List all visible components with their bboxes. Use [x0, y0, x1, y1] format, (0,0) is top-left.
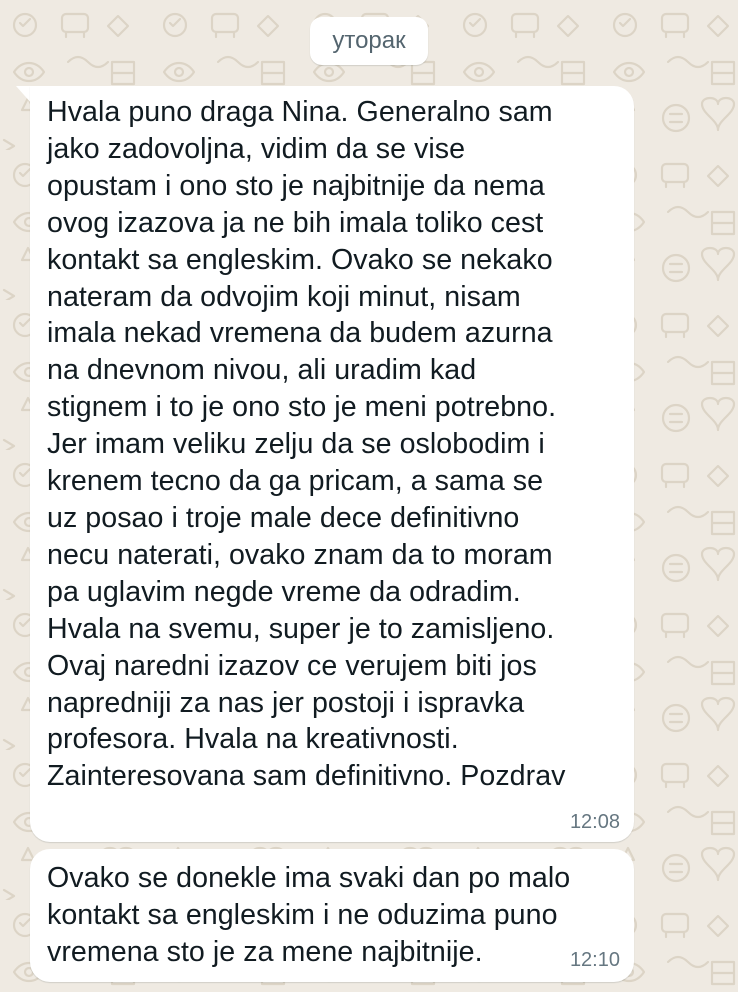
message-text: Hvala puno draga Nina. Generalno sam jako zadovoljna, vidim da se vise opustam i ono sto je najbitnije da nema ovog izazova ja ne bih imala toliko cest kontakt sa engleskim. Ovako se nekako nateram da odvojim koji minut, nisam imala nekad vremena da budem azurna na dnevnom nivou, ali uradim kad stignem i to je ono sto je meni potrebno. Jer imam veliku zelju da se oslobodim i krenem tecno da ga pricam, a sama se uz posao i troje male dece definitivno necu naterati, ovako znam da to moram pa uglavim negde vreme da odradim. Hvala na svemu, super je to zamisljeno. Ovaj naredni izazov ce verujem biti jos napredniji za nas jer postoji i ispravka profesora. Hvala na kreativnosti. Zainteresovana sam definitivno. Pozdrav: [47, 96, 566, 793]
message-timestamp: 12:10: [569, 949, 620, 971]
message-bubble-incoming[interactable]: [30, 849, 634, 982]
date-separator-label: уторак: [332, 27, 406, 54]
message-text: Ovako se donekle ima svaki dan po malo kontakt sa engleskim i ne oduzima puno vremena sto je za mene najbitnije.: [47, 862, 571, 968]
message-timestamp: 12:08: [569, 811, 620, 833]
date-separator-chip: [310, 17, 428, 65]
message-bubble-incoming[interactable]: [30, 86, 634, 842]
